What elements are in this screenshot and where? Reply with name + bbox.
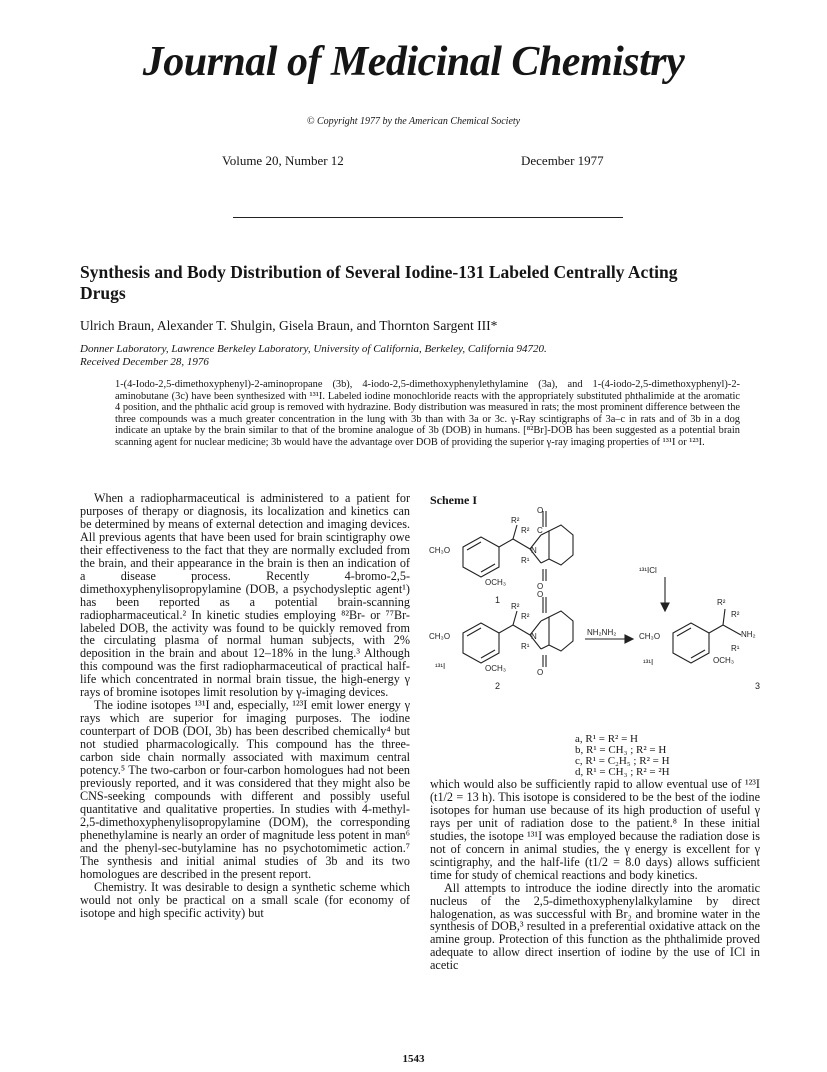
body-paragraph: which would also be sufficiently rapid to allow eventual use of ¹²³I (t1/2 = 13 h). This isotope is considered to be the best of the iodine isotopes for human use because of its high production of useful γ rays per unit of radiation dose to the patient.⁸ In these initial studies, the isotope ¹³¹I was employed because the radiation dose is not of concern in animal studies, the γ energy is excellent for γ scintigraphy, and the half-life (t1/2 = 8.0 days) allows sufficient time for study of chemical reactions and body kinetics.: [430, 777, 760, 882]
legend-item: a, R¹ = R² = H: [575, 733, 639, 745]
legend-item: b, R¹ = CH₃ ; R² = H: [575, 744, 667, 756]
oxygen-label: O: [537, 582, 544, 591]
methoxy-label: CH₃O: [639, 632, 661, 641]
received-date: Received December 28, 1976: [80, 356, 209, 368]
methoxy-label: OCH₃: [713, 656, 735, 665]
reaction-scheme: [425, 505, 770, 733]
benzene-ring-1: [463, 537, 499, 577]
page-number: 1543: [402, 1053, 425, 1065]
oxygen-label: O: [537, 506, 544, 515]
oxygen-label: O: [537, 590, 544, 599]
reagent-icl-label: ¹³¹ICl: [639, 566, 657, 575]
r2-label: R²: [717, 598, 726, 607]
methoxy-label: OCH₃: [485, 578, 507, 587]
legend-item: d, R¹ = CH₃ ; R² = ²H: [575, 766, 670, 778]
author-list: Ulrich Braun, Alexander T. Shulgin, Gisela Braun, and Thornton Sargent III*: [80, 318, 498, 333]
body-paragraph: All attempts to introduce the iodine directly into the aromatic nucleus of the 2,5-dimethoxyphenylalkylamine by direct halogenation, as was successful with Br₂ and bromine water in the synthesis of DOB,³ resulted in a preferential oxidative attack on the amine group. Protection of this function as the phthalimide proved adequate to allow direct insertion of iodine by the use of ICl in acetic: [430, 880, 760, 973]
benzene-ring-2: [463, 623, 499, 663]
legend-item: c, R¹ = C₂H₅ ; R² = H: [575, 755, 670, 767]
r2-label: R²: [511, 516, 520, 525]
r2-label: R²: [731, 610, 740, 619]
affiliation-block: [80, 343, 780, 369]
r1-label: R¹: [521, 556, 530, 565]
body-paragraph: The iodine isotopes ¹³¹I and, especially, ¹²³I emit lower energy γ rays which are superior for imaging purposes. The iodine counterpart of DOB (DOI, 3b) has been described chemically⁴ but not studied pharmacologically. This compound has the three-carbon side chain normally associated with maximum central potency.⁵ The two-carbon or four-carbon homologues had not been previously reported, and it was considered that they might also be CNS-seeking compounds with different and possibly useful quantitative and qualitative properties. In studies with 4-methyl-2,5-dimethoxyphenylisopropylamine (DOM), the corresponding phenethylamine is nearly an order of magnitude less potent in man⁶ and the phenyl-sec-butylamine has no psychotomimetic action.⁷ The synthesis and initial animal studies of 3b and its two homologues are described in the present report.: [80, 698, 410, 881]
amine-label: NH₂: [741, 630, 756, 639]
reagent-hydrazine-label: NH₂NH₂: [587, 628, 617, 637]
r1-label: R¹: [731, 644, 740, 653]
nitrogen-label: N: [531, 546, 537, 555]
compound-1-label: 1: [495, 595, 501, 605]
body-paragraph: Chemistry. It was desirable to design a synthetic scheme which would not only be practical on a small scale (for economy of isotope and high specific activity) but: [80, 879, 410, 920]
iodine-label: ¹³¹I: [435, 662, 446, 671]
r2-label: R²: [521, 526, 530, 535]
affiliation: Donner Laboratory, Lawrence Berkeley Laboratory, University of California, Berkeley, California 94720.: [80, 343, 547, 355]
right-column: [430, 778, 760, 972]
issue-date: December 1977: [521, 153, 604, 168]
scheme-legend: [575, 734, 670, 778]
iodine-label: ¹³¹I: [643, 658, 654, 667]
nitrogen-label: N: [531, 632, 537, 641]
journal-title: Journal of Medicinal Chemistry: [142, 39, 685, 85]
r2-label: R²: [511, 602, 520, 611]
scheme-title: Scheme I: [430, 493, 477, 507]
r2-label: R²: [521, 612, 530, 621]
copyright-line: © Copyright 1977 by the American Chemical Society: [306, 116, 521, 127]
volume-info: Volume 20, Number 12: [222, 153, 344, 168]
body-paragraph: When a radiopharmaceutical is administered to a patient for purposes of therapy or diagnosis, its localization and kinetics can be determined by means of external detection and imaging devices. All previous agents that have been used for brain scintigraphy owe their effectiveness to the fact that they are normally excluded from the brain, and their appearance in the brain is then an indication of a disease process. Recently 4-bromo-2,5-dimethoxyphenylisopropylamine (DOB, a psychodysleptic agent¹) has been reported as a potential brain-scanning radiopharmaceutical.² In kinetic studies employing ⁸²Br- or ⁷⁷Br-labeled DOB, the activity was found to be quickly removed from the circulating plasma of normal human subjects, with 2% deposition in the brain and about 12–18% in the lung.³ Although this compound was the first radiopharmaceutical of practical half-life which concentrated in normal brain tissue, the high-energy γ rays of bromine isotopes limit resolution by γ-imaging devices.: [80, 491, 410, 700]
left-column: [80, 492, 410, 919]
abstract: 1-(4-Iodo-2,5-dimethoxyphenyl)-2-aminopropane (3b), 4-iodo-2,5-dimethoxyphenylethylamine (3a), and 1-(4-iodo-2,5-dimethoxyphenyl)-2-aminobutane (3c) have been synthesized with ¹³¹I. Labeled iodine monochloride reacts with the appropriately substituted phthalimide at the aromatic 4 position, and the phthalic acid group is removed with hydrazine. Body distribution was measured in rats; the most prominent difference between the three compounds was a much greater concentration in the lung with 3b than with 3a or 3c. γ-Ray scintigraphs of 3a–c in rats and of 3b in a dog indicate an uptake by the brain similar to that of the bromine analogue of 3b (DOB) in humans. [⁸²Br]-DOB has been suggested as a potential brain scanning agent for nuclear medicine; 3b would have the advantage over DOB of providing the superior γ-ray imaging properties of ¹³¹I or ¹²³I.: [115, 379, 740, 448]
benzene-ring-3: [673, 623, 709, 663]
article-title: Synthesis and Body Distribution of Several Iodine-131 Labeled Centrally Acting Drugs: [80, 262, 678, 303]
carbon-label: C: [537, 526, 543, 535]
oxygen-label: O: [537, 668, 544, 677]
compound-3-label: 3: [755, 681, 761, 691]
methoxy-label: CH₃O: [429, 632, 451, 641]
r1-label: R¹: [521, 642, 530, 651]
compound-2-label: 2: [495, 681, 501, 691]
methoxy-label: OCH₃: [485, 664, 507, 673]
methoxy-label: CH₃O: [429, 546, 451, 555]
header-rule: [233, 217, 623, 218]
